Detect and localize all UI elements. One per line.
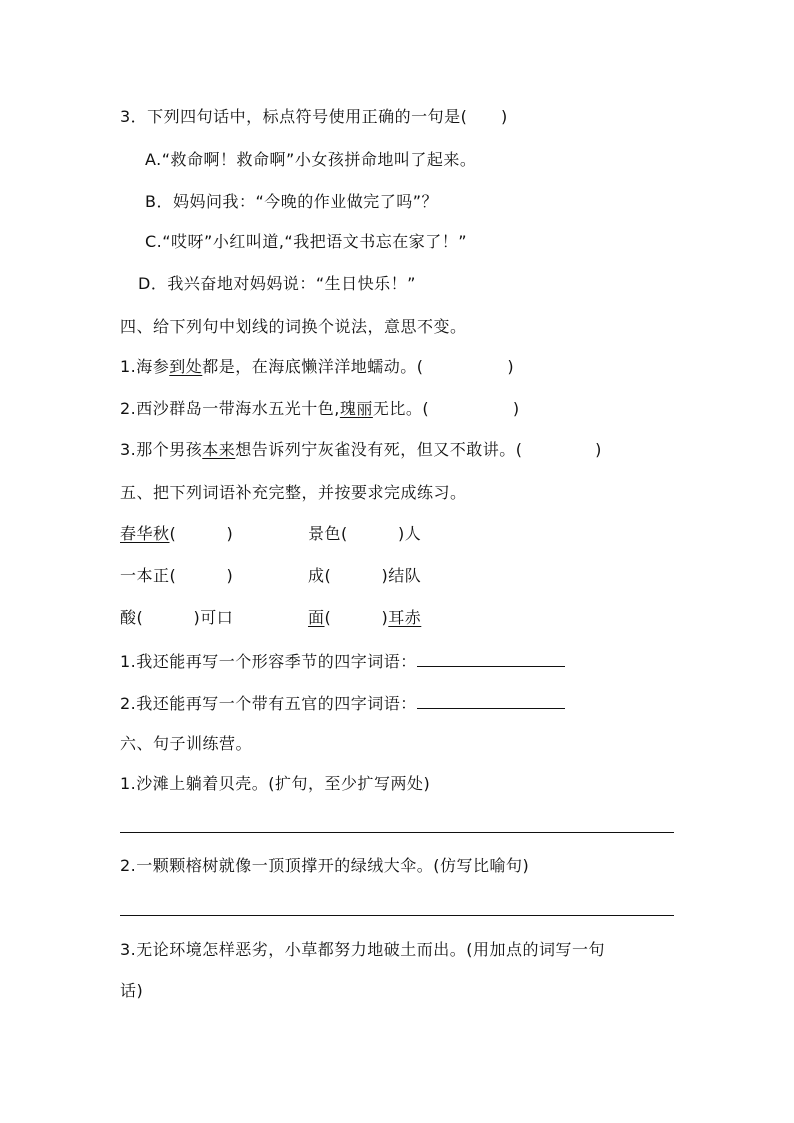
section-6-question-1: 1.沙滩上躺着贝壳。(扩句，至少扩写两处)	[120, 774, 431, 793]
idiom-6: 面( )耳赤	[308, 608, 422, 627]
section-5-question-2: 2.我还能再写一个带有五官的四字词语：	[120, 692, 565, 714]
section-4-item-2: 2.西沙群岛一带海水五光十色,瑰丽无比。( )	[120, 399, 520, 418]
section-6-question-3-cont: 话)	[120, 981, 144, 1000]
answer-blank-2[interactable]	[417, 692, 565, 709]
section-4-title: 四、给下列句中划线的词换个说法，意思不变。	[120, 317, 467, 336]
section-6-title: 六、句子训练营。	[120, 734, 253, 753]
section-4-item-1: 1.海参到处都是，在海底懒洋洋地蠕动。( )	[120, 357, 515, 376]
option-a: A.“救命啊！救命啊”小女孩拼命地叫了起来。	[145, 150, 477, 169]
section-6-question-2: 2.一颗颗榕树就像一顶顶撑开的绿绒大伞。(仿写比喻句)	[120, 856, 530, 875]
option-c: C.“哎呀”小红叫道,“我把语文书忘在家了！”	[145, 232, 468, 251]
idiom-4: 成( )结队	[308, 566, 422, 585]
section-4-item-3: 3.那个男孩本来想告诉列宁灰雀没有死，但又不敢讲。( )	[120, 440, 602, 459]
question-3-stem: 3．下列四句话中，标点符号使用正确的一句是( )	[120, 107, 508, 126]
option-b: B．妈妈问我：“今晚的作业做完了吗”？	[145, 192, 439, 211]
answer-blank-1[interactable]	[417, 650, 565, 667]
section-5-question-1: 1.我还能再写一个形容季节的四字词语：	[120, 650, 565, 672]
idiom-3: 一本正( )	[120, 566, 234, 585]
idiom-2: 景色( )人	[308, 524, 422, 543]
section-6-question-3: 3.无论环境怎样恶劣，小草都努力地破土而出。(用加点的词写一句	[120, 940, 606, 959]
option-d: D．我兴奋地对妈妈说：“生日快乐！”	[138, 274, 416, 293]
idiom-1: 春华秋( )	[120, 524, 234, 543]
section-5-title: 五、把下列词语补充完整，并按要求完成练习。	[120, 483, 467, 502]
idiom-5: 酸( )可口	[120, 608, 234, 627]
answer-line-2[interactable]	[120, 915, 674, 916]
answer-line-1[interactable]	[120, 832, 674, 833]
